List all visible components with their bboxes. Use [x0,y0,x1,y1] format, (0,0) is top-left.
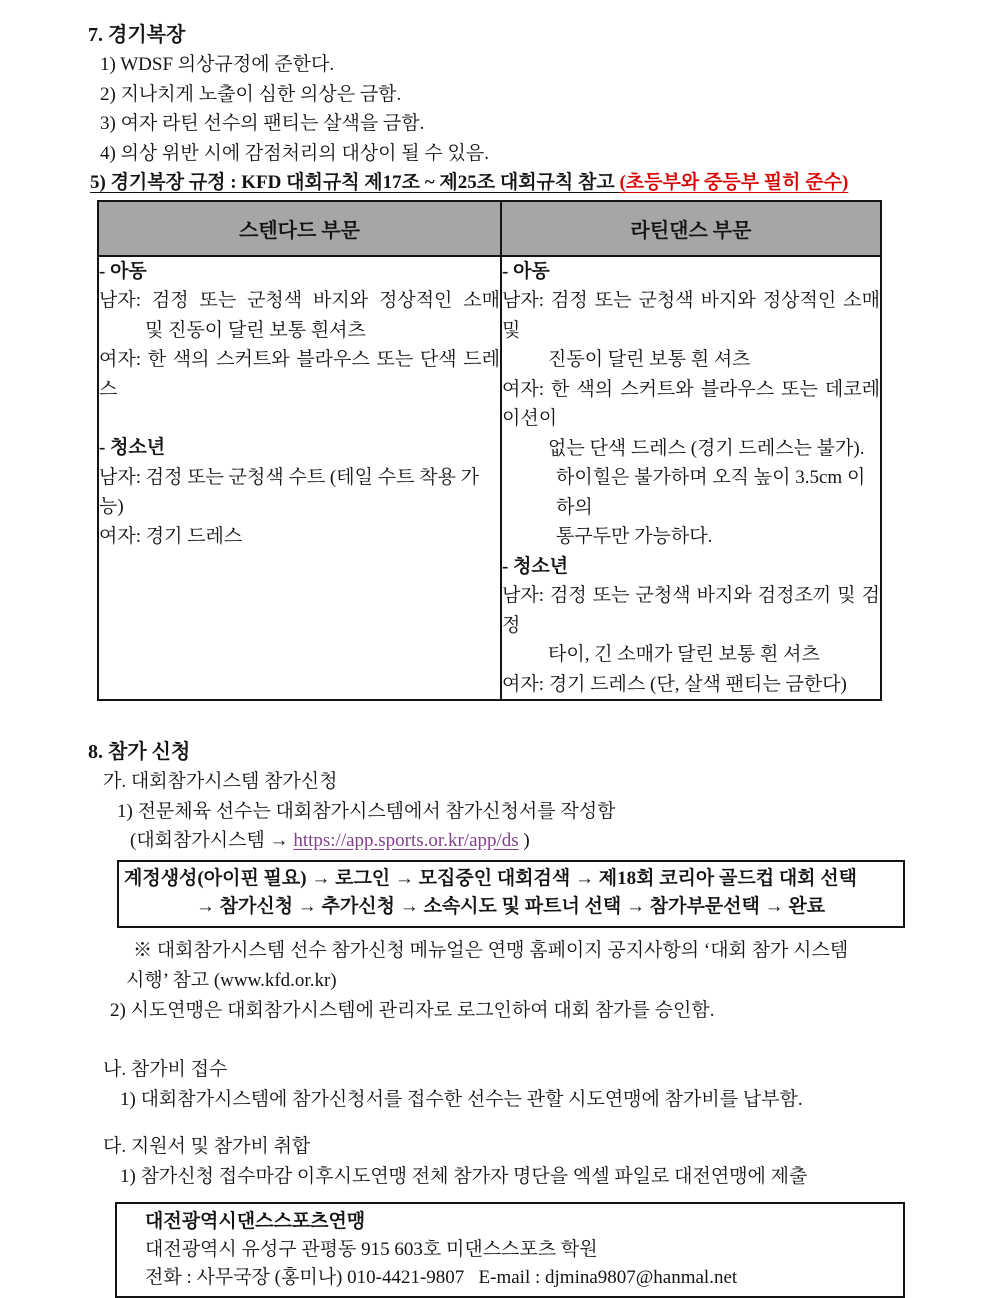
dress-rule-2: 2) 지나치게 노출이 심한 의상은 금함. [100,83,402,105]
standard-youth-female-line: 여자: 경기 드레스 [99,525,243,547]
standard-child-female-line: 여자: 한 색의 스커트와 블라우스 또는 단색 드레스 [99,349,500,400]
da-item-1: 1) 참가신청 접수마감 이후시도연맹 전체 참가자 명단을 엑셀 파일로 대전연맹에 제출 [120,1165,808,1187]
dress-rule-4: 4) 의상 위반 시에 감점처리의 대상이 될 수 있음. [100,142,489,164]
subsection-na-title: 나. 참가비 접수 [103,1059,228,1080]
federation-name: 대전광역시댄스스포츠연맹 [145,1211,366,1232]
latin-child-label: - 아동 [502,260,550,282]
dress-rule-5 [90,168,992,198]
dress-rule-5-red-note: (초등부와 중등부 필히 준수) [619,172,849,193]
latin-youth-label: - 청소년 [502,555,569,577]
table-header-latin: 라틴댄스 부문 [501,201,881,256]
section8-title: 8. 참가 신청 [88,741,191,763]
latin-youth-female-line: 여자: 경기 드레스 (단, 살색 팬티는 금한다) [502,673,847,695]
subsection-ga-title: 가. 대회참가시스템 참가신청 [103,771,338,792]
dress-table-body-row [98,256,881,701]
latin-youth-male-line2: 타이, 긴 소매가 달린 보통 흰 셔츠 [548,644,820,665]
dress-table-header-row [98,201,881,256]
flow-step-line2: → 참가신청 → 추가신청 → 소속시도 및 파트너 선택 → 참가부문선택 → 완료 [195,895,826,917]
latin-youth-male-line1: 남자: 검정 또는 군청색 바지와 검정조끼 및 검정 [502,585,880,636]
latin-child-female-line1: 여자: 한 색의 스커트와 블라우스 또는 데코레이션이 [502,378,880,429]
federation-phone-email: 전화 : 사무국장 (홍미나) 010-4421-9807 E-mail : djmina9807@hanmal.net [145,1267,738,1288]
dress-rule-5-main: 5) 경기복장 규정 : KFD 대회규칙 제17조 ~ 제25조 대회규칙 참고 [90,172,620,193]
standard-youth-label: - 청소년 [99,437,166,458]
standard-child-label: - 아동 [99,260,147,282]
latin-child-male-line1: 남자: 검정 또는 군청색 바지와 정상적인 소매 및 [502,290,880,341]
ga-item-1: 1) 전문체육 선수는 대회참가시스템에서 참가신청서를 작성함 [117,800,616,822]
subsection-da-title: 다. 지원서 및 참가비 취합 [103,1136,311,1157]
latin-child-female-line2: 없는 단색 드레스 (경기 드레스는 불가). [548,437,865,459]
spacer-line [99,404,500,433]
latin-child-female-line4: 통구두만 가능하다. [556,526,713,547]
latin-division-cell [501,256,881,701]
system-url-prefix: (대회참가시스템 → [130,830,294,851]
participation-system-link[interactable]: https://app.sports.or.kr/app/ds [293,830,519,851]
dress-rule-3: 3) 여자 라틴 선수의 팬티는 살색을 금함. [100,113,425,134]
dress-code-table [97,200,882,702]
standard-child-male-line1: 남자: 검정 또는 군청색 바지와 정상적인 소매 [99,290,500,311]
ga-item-2: 2) 시도연맹은 대회참가시스템에 관리자로 로그인하여 대회 참가를 승인함. [110,999,715,1021]
registration-flow-box [117,860,905,928]
standard-child-male-line2: 및 진동이 달린 보통 흰셔츠 [145,319,366,341]
contact-info-box [115,1202,905,1298]
manual-note-line1: ※ 대회참가시스템 선수 참가신청 메뉴얼은 연맹 홈페이지 공지사항의 ‘대회 참가 시스템 [133,939,849,961]
latin-child-female-line3: 하이힐은 불가하며 오직 높이 3.5cm 이하의 [556,467,866,518]
standard-youth-male-line: 남자: 검정 또는 군청색 수트 (테일 수트 착용 가능) [99,466,479,517]
section7-title: 7. 경기복장 [88,24,186,46]
latin-child-male-line2: 진동이 달린 보통 흰 셔츠 [548,349,751,370]
system-url-suffix: ) [518,830,530,851]
standard-division-cell [98,256,501,701]
system-url-line [130,826,992,856]
federation-address: 대전광역시 유성구 관평동 915 603호 미댄스스포츠 학원 [145,1239,598,1260]
dress-rule-1: 1) WDSF 의상규정에 준한다. [100,54,335,75]
flow-step-line1: 계정생성(아이핀 필요) → 로그인 → 모집중인 대회검색 → 제18회 코리아 골드컵 대회 선택 [124,867,857,889]
na-item-1: 1) 대회참가시스템에 참가신청서를 접수한 선수는 관할 시도연맹에 참가비를 납부함. [120,1088,803,1110]
manual-note-line2: 시행’ 참고 (www.kfd.or.kr) [126,969,337,991]
table-header-standard: 스텐다드 부문 [98,201,501,256]
